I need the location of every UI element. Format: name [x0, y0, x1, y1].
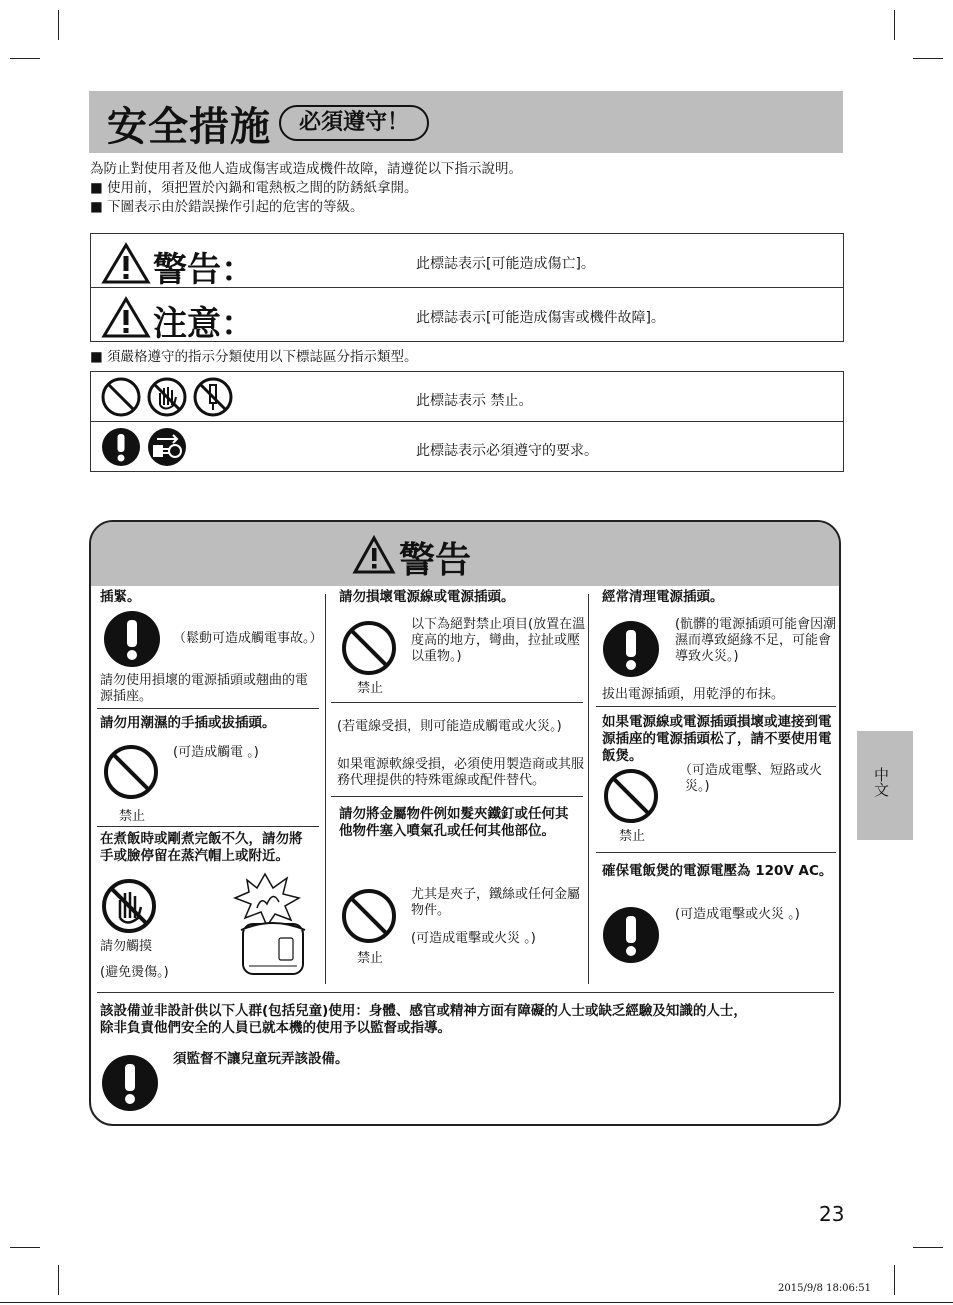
- title-bar: [89, 91, 843, 153]
- warning-level-desc: 此標誌表示[可能造成傷亡]。: [416, 256, 595, 272]
- col3-s1-note: 濕而導致絕緣不足，可能會: [675, 633, 832, 648]
- warning-triangle-icon: [353, 536, 395, 574]
- col3-s2-note: （可造成電擊、短路或火: [679, 763, 823, 778]
- mandatory-icon: [602, 906, 660, 964]
- col3-s2-heading: 飯煲。: [602, 748, 643, 764]
- crop-mark: [58, 10, 59, 40]
- language-tab-label: 中文: [872, 767, 890, 797]
- mandatory-icon: [101, 1054, 159, 1112]
- col2-s1-body: 如果電源軟線受損，必須使用製造商或其服: [337, 757, 585, 772]
- col3-s2-heading: 源插座的電源插頭松了，請不要使用電: [602, 731, 832, 747]
- crop-mark: [913, 1247, 943, 1248]
- col2-s2-heading: 請勿將金屬物件例如髮夾鐵釘或任何其: [339, 806, 569, 822]
- crop-mark: [913, 58, 943, 59]
- prohibited-icon: [101, 377, 141, 417]
- warning-level-label: 警告：: [153, 250, 255, 290]
- col2-s1-note: 以重物。): [411, 649, 462, 664]
- col1-s1-heading: 插緊。: [100, 589, 141, 605]
- col3-s1-heading: 經常清理電源插頭。: [602, 589, 724, 605]
- title-pill: 必須遵守！: [279, 105, 429, 141]
- print-timestamp: 2015/9/8 18:06:51: [778, 1283, 872, 1294]
- divider: [97, 826, 319, 827]
- page-title: 安全措施: [107, 104, 271, 150]
- col1-s3-heading: 手或臉停留在蒸汽帽上或附近。: [100, 848, 289, 864]
- page-edge: [0, 1302, 953, 1303]
- col2-s2-note: 尤其是夾子，鐵絲或任何金屬: [411, 887, 581, 902]
- symbols-intro: ■ 須嚴格遵守的指示分類使用以下標誌區分指示類型。: [90, 349, 418, 365]
- do-not-touch-icon: [101, 878, 157, 934]
- col3-s2-label: 禁止: [619, 829, 646, 844]
- warning-panel: [89, 520, 841, 1126]
- prohibited-desc: 此標誌表示 禁止。: [416, 393, 533, 409]
- page-number: 23: [819, 1202, 845, 1226]
- col2-s1-heading: 請勿損壞電源線或電源插頭。: [339, 589, 515, 605]
- col2-s1-label: 禁止: [357, 681, 384, 696]
- col3-s1-note: 導致火災。): [675, 649, 739, 664]
- divider: [97, 992, 834, 993]
- bottom-heading: 該設備並非設計供以下人群(包括兒童)使用：身體、感官或精神方面有障礙的人士或缺乏經驗及知識的人士，: [100, 1003, 747, 1019]
- divider: [331, 796, 583, 797]
- do-not-disassemble-icon: [193, 377, 233, 417]
- col1-s3-label: 請勿觸摸: [100, 939, 153, 954]
- col1-s3-heading: 在煮飯時或剛煮完飯不久，請勿將: [100, 831, 303, 847]
- col1-s1-body: 請勿使用損壞的電源插頭或翹曲的電: [100, 673, 309, 688]
- do-not-touch-icon: [147, 377, 187, 417]
- col1-s2-heading: 請勿用潮濕的手插或拔插頭。: [100, 715, 276, 731]
- crop-mark: [10, 58, 40, 59]
- col3-s2-heading: 如果電源線或電源插頭損壞或連接到電: [602, 714, 832, 730]
- column-divider: [588, 594, 589, 984]
- col1-s2-note: (可造成觸電 。): [173, 745, 259, 760]
- intro-line: ■ 使用前，須把置於內鍋和電熱板之間的防銹紙拿開。: [90, 180, 418, 196]
- col3-s3-note: (可造成電擊或火災 。): [675, 907, 800, 922]
- col1-s1-body: 源插座。: [100, 689, 153, 704]
- col2-s2-note: 物件。: [411, 903, 451, 918]
- col2-s1-note: 以下為絕對禁止項目(放置在溫: [411, 617, 586, 632]
- col1-s2-label: 禁止: [119, 809, 146, 824]
- prohibited-icon: [341, 888, 397, 944]
- unplug-icon: [147, 427, 187, 467]
- col1-s1-note: （鬆動可造成觸電事故。）: [173, 631, 323, 646]
- divider: [97, 708, 319, 709]
- language-tab: [857, 731, 913, 840]
- col3-s3-heading: 確保電飯煲的電源電壓為 120V AC。: [602, 863, 833, 879]
- col1-s3-note: (避免燙傷。): [100, 965, 169, 980]
- crop-mark: [894, 1265, 895, 1295]
- divider: [596, 852, 836, 853]
- divider: [90, 421, 844, 422]
- crop-mark: [10, 1247, 40, 1248]
- col3-s1-body: 拔出電源插頭，用乾淨的布抹。: [602, 687, 785, 702]
- divider: [596, 706, 836, 707]
- crop-mark: [894, 10, 895, 40]
- col2-s2-note: (可造成電擊或火災 。): [411, 931, 536, 946]
- col3-s1-note: (骯髒的電源插頭可能會因潮: [675, 617, 837, 632]
- col2-s1-note: 度高的地方，彎曲，拉扯或壓: [411, 633, 581, 648]
- caution-level-desc: 此標誌表示[可能造成傷害或機件故障]。: [416, 310, 665, 326]
- col3-s2-note: 災。): [685, 779, 710, 794]
- bottom-heading: 除非負責他們安全的人員已就本機的使用予以監督或指導。: [100, 1020, 451, 1036]
- mandatory-desc: 此標誌表示必須遵守的要求。: [416, 443, 598, 459]
- intro-line: 為防止對使用者及他人造成傷害或造成機件故障，請遵從以下指示說明。: [90, 161, 522, 177]
- col2-s2-heading: 他物件塞入噴氣孔或任何其他部位。: [339, 823, 555, 839]
- col2-s1-body: (若電線受損，則可能造成觸電或火災。): [337, 719, 562, 734]
- crop-mark: [58, 1265, 59, 1295]
- warning-triangle-icon: [102, 242, 150, 284]
- mandatory-icon: [602, 620, 660, 678]
- divider: [331, 702, 583, 703]
- prohibited-icon: [341, 620, 397, 676]
- rice-cooker-steam-illustration: [221, 868, 313, 980]
- mandatory-icon: [101, 427, 141, 467]
- intro-line: ■ 下圖表示由於錯誤操作引起的危害的等級。: [90, 199, 364, 215]
- warning-panel-title: 警告: [399, 540, 472, 581]
- col2-s2-label: 禁止: [357, 951, 384, 966]
- caution-level-label: 注意：: [153, 304, 255, 344]
- column-divider: [325, 594, 326, 984]
- prohibited-icon: [603, 768, 659, 824]
- caution-triangle-icon: [102, 296, 150, 338]
- mandatory-icon: [103, 610, 161, 668]
- col2-s1-body: 務代理提供的特殊電線或配件替代。: [337, 773, 546, 788]
- bottom-note: 須監督不讓兒童玩弄該設備。: [173, 1051, 349, 1067]
- prohibited-icon: [103, 744, 159, 800]
